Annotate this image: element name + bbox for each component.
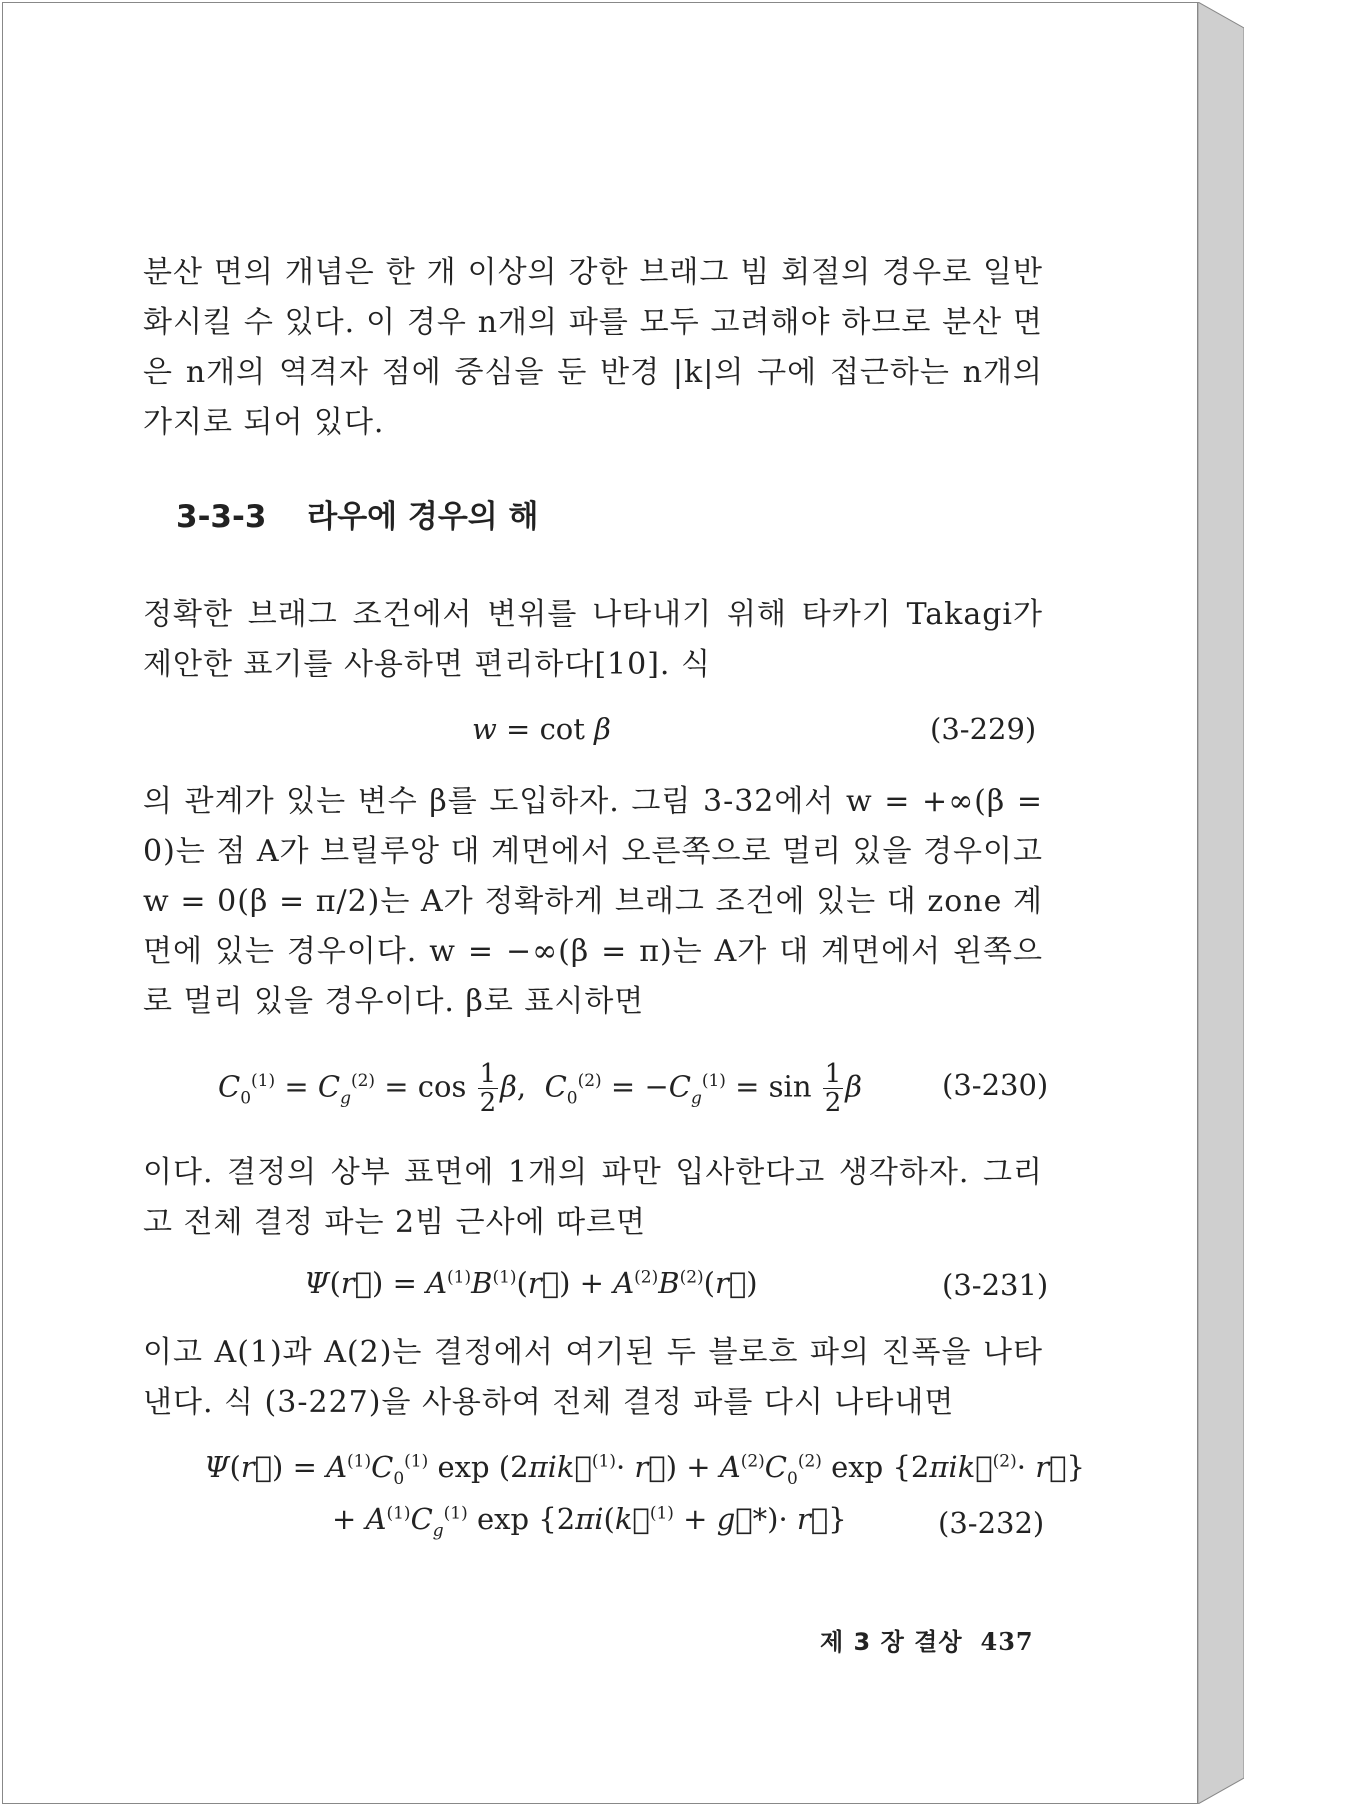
paragraph-4-text: 이다. 결정의 상부 표면에 1개의 파만 입사한다고 생각하자. 그리고 전체 결정 파는 2빔 근사에 따르면 <box>143 1155 1043 1240</box>
equation-3-232-line-1: Ψ(r⃗) = $A^{(1)}C_0^{(1)}$ exp (2πik⃗$^{(1)}$· r⃗) + $A^{(2)}C_0^{(2)}$ exp {2πik⃗$^{(2)}$· r⃗} <box>204 1450 1085 1489</box>
paragraph-3-text: 의 관계가 있는 변수 β를 도입하자. 그림 3-32에서 w = +∞(β = 0)는 점 A가 브릴루앙 대 계면에서 오른쪽으로 멀리 있을 경우이고 w = 0(β = π/2)는 A가 정확하게 브래그 조건에 있는 대 zone 계면에 있는 경우이다. w = −∞(β = π)는 A가 대 계면에서 왼쪽으로 멀리 있을 경우이다. β로 표시하면 <box>143 784 1043 1019</box>
paragraph-3 <box>143 777 1043 1027</box>
page-edge-graphic <box>1198 2 1244 1804</box>
equation-3-230: $C_0^{(1)} = C_g^{(2)} = \cos$ $\frac{1}{2}$ β, $C_0^{(2)} = -C_g^{(1)} = \sin$ $\frac{1}{2}$ β <box>218 1059 863 1118</box>
equation-3-231: Ψ(r⃗) = $A^{(1)}B^{(1)}(r⃗)$ + $A^{(2)}B^{(2)}(r⃗)$ <box>304 1266 758 1300</box>
equation-3-232-line-2: + $A^{(1)}C_g^{(1)}$ exp {2πi(k⃗$^{(1)}$ + g⃗*)· r⃗} <box>332 1502 847 1541</box>
equation-label-231: (3-231) <box>942 1268 1049 1302</box>
footer-chapter: 제 3 장 결상 <box>820 1628 963 1656</box>
section-number: 3-3-3 <box>176 499 267 535</box>
fraction-half-2: $\frac{1}{2}$ <box>824 1059 842 1118</box>
equation-label-229: (3-229) <box>930 712 1037 746</box>
equation-3-229: w = cot β <box>472 712 611 746</box>
section-title: 라우에 경우의 해 <box>307 499 539 535</box>
paragraph-5-text: 이고 A(1)과 A(2)는 결정에서 여기된 두 블로흐 파의 진폭을 나타낸다. 식 (3-227)을 사용하여 전체 결정 파를 다시 나타내면 <box>143 1335 1043 1420</box>
paragraph-1 <box>143 248 1043 448</box>
paragraph-2 <box>143 590 1043 690</box>
equation-label-230: (3-230) <box>942 1068 1049 1102</box>
equation-label-232: (3-232) <box>938 1506 1045 1540</box>
paragraph-1-text: 분산 면의 개념은 한 개 이상의 강한 브래그 빔 회절의 경우로 일반화시킬 수 있다. 이 경우 n개의 파를 모두 고려해야 하므로 분산 면은 n개의 역격자 점에 중심을 둔 반경 |k|의 구에 접근하는 n개의 가지로 되어 있다. <box>143 255 1043 440</box>
page-number: 437 <box>980 1627 1034 1656</box>
section-heading <box>176 491 538 536</box>
paragraph-4 <box>143 1148 1043 1248</box>
paragraph-2-text: 정확한 브래그 조건에서 변위를 나타내기 위해 타카기 Takagi가 제안한 표기를 사용하면 편리하다[10]. 식 <box>143 597 1043 682</box>
paragraph-5 <box>143 1328 1043 1428</box>
book-spine <box>1198 2 1244 1804</box>
page-footer <box>820 1622 1034 1657</box>
fraction-half-1: $\frac{1}{2}$ <box>479 1059 497 1118</box>
